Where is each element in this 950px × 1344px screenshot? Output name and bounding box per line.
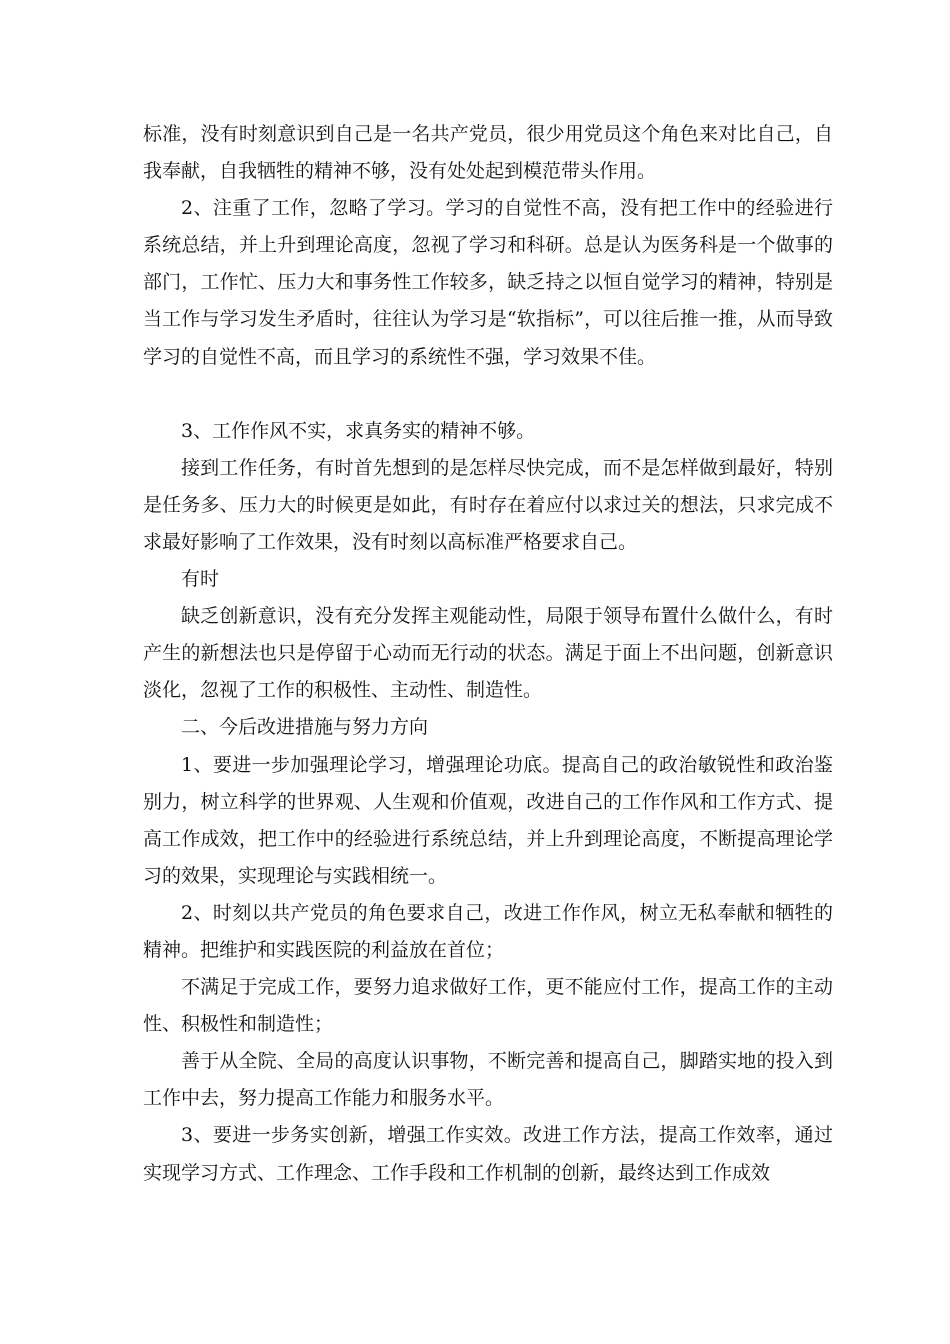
paragraph-continuation: 标准，没有时刻意识到自己是一名共产党员，很少用党员这个角色来对比自己，自我奉献，自我牺牲的精神不够，没有处处起到模范带头作用。 [143, 123, 833, 183]
paragraph-spacer [143, 376, 833, 413]
paragraph-measure-3: 3、要进一步务实创新，增强工作实效。改进工作方法，提高工作效率，通过实现学习方式、工作理念、工作手段和工作机制的创新，最终达到工作成效 [143, 1124, 833, 1184]
section-heading-2: 二、今后改进措施与努力方向 [181, 716, 429, 739]
paragraph-measure-2: 2、时刻以共产党员的角色要求自己，改进工作作风，树立无私奉献和牺牲的精神。把维护和实践医院的利益放在首位； [143, 901, 833, 961]
paragraph-task-attitude: 接到工作任务，有时首先想到的是怎样尽快完成，而不是怎样做到最好，特别是任务多、压力大的时候更是如此，有时存在着应付以求过关的想法，只求完成不求最好影响了工作效果，没有时刻以高标准严格要求自己。 [143, 456, 833, 553]
paragraph-measure-1: 1、要进一步加强理论学习，增强理论功底。提高自己的政治敏锐性和政治鉴别力，树立科学的世界观、人生观和价值观，改进自己的工作作风和工作方式、提高工作成效，把工作中的经验进行系统总结，并上升到理论高度，不断提高理论学习的效果，实现理论与实践相统一。 [143, 753, 833, 887]
paragraph-measure-2-cont-b: 善于从全院、全局的高度认识事物，不断完善和提高自己，脚踏实地的投入到工作中去，努力提高工作能力和服务水平。 [143, 1050, 833, 1110]
paragraph-measure-2-cont-a: 不满足于完成工作，要努力追求做好工作，更不能应付工作，提高工作的主动性、积极性和制造性； [143, 976, 833, 1036]
document-body [143, 116, 833, 1192]
paragraph-fragment: 有时 [181, 568, 220, 591]
paragraph-innovation: 缺乏创新意识，没有充分发挥主观能动性，局限于领导布置什么做什么，有时产生的新想法也只是停留于心动而无行动的状态。满足于面上不出问题，创新意识淡化，忽视了工作的积极性、主动性、制造性。 [143, 605, 833, 702]
paragraph-item-3-heading: 3、工作作风不实，求真务实的精神不够。 [181, 419, 536, 442]
paragraph-item-2-study: 2、注重了工作，忽略了学习。学习的自觉性不高，没有把工作中的经验进行系统总结，并上升到理论高度，忽视了学习和科研。总是认为医务科是一个做事的部门，工作忙、压力大和事务性工作较多，缺乏持之以恒自觉学习的精神，特别是当工作与学习发生矛盾时，往往认为学习是“软指标”，可以往后推一推，从而导致学习的自觉性不高，而且学习的系统性不强，学习效果不佳。 [143, 197, 833, 368]
